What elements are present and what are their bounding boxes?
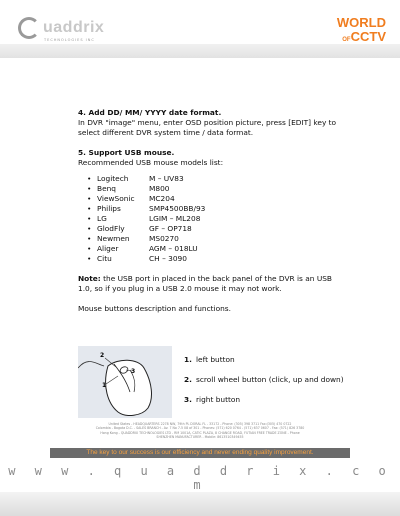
section4-body: In DVR "image" menu, enter OSD position picture, press [EDIT] key to select different DVR system time / data format. [78,118,337,137]
address-line: Colombia - Bogota D.C. - SALES BRANCH - Av. 7 No 7-5 08 of 301 - Phones: (571) 620 0764 - (571) 637 0607 - Fax: (571) 826 3780 [95,426,305,431]
address-line: Hong Kong - QUADDRIX TECHNOLOGIES LTD - RM 1001A, CATIC PLAZA, 8 CHANGE ROAD, FUTIAN FREE TRADE ZONE - Phone [100,430,300,435]
mouse-buttons-list [184,355,344,415]
woc-line2 [337,30,386,47]
world-of-cctv-logo [337,16,386,47]
mouse-label-2: 2 [100,352,105,359]
section5-title: 5. Support USB mouse. [78,148,175,157]
list-item: • Logitech M – UV83 [87,174,184,183]
usb-note [78,274,344,294]
slogan-bar: The key to our success is our efficiency and never ending quality improvement. [50,448,350,458]
website-link[interactable]: w w w . q u a d d r i x . c o m [8,464,392,492]
woc-line1: WORLD [336,15,386,30]
address-line: SHENZHEN MANUFACTURER - Mobile: 8613510349455 [156,435,244,440]
list-item: 1. left button [184,355,235,364]
logo-wordmark: uaddrix [43,19,105,36]
mouse-models-list [78,174,344,264]
list-item: • Aliger AGM – 018LU [87,244,198,253]
logo-subtitle: TECHNOLOGIES INC [44,38,95,42]
document-body [78,108,344,314]
quaddrix-logo [18,17,104,39]
section4-title: 4. Add DD/ MM/ YYYY date format. [78,108,222,117]
mouse-label-3: 3 [131,368,136,375]
mouse-illustration-icon [78,346,172,418]
mouse-figure [78,346,172,418]
page-header [0,0,400,62]
list-item: • Citu CH – 3090 [87,254,187,263]
list-item: • Newmen MS0270 [87,234,179,243]
footer-band [0,492,400,516]
list-item: • Philips SMP4500BB/93 [87,204,206,213]
woc-cctv: CCTV [350,29,386,44]
list-item: 2. scroll wheel button (click, up and down) [184,375,344,384]
list-item: • ViewSonic MC204 [87,194,175,203]
list-item: • GlodFly GF – OP718 [87,224,192,233]
section5-intro: Recommended USB mouse models list: [78,158,224,167]
logo-q-mark-icon [18,17,40,39]
list-item: • Benq M800 [87,184,170,193]
address-line: United States - HEADQUARTERS 2278 NW, 79th PL DORAL FL - 33172 - Phone: (305) 398 3711 Fax:(305) 470 0722 [108,422,292,426]
note-text: the USB port in placed in the back panel of the DVR is an USB 1.0, so if you plug in a USB 2.0 mouse it may not work. [78,274,332,293]
footer-addresses [60,422,340,440]
mouse-label-1: 1 [102,382,107,389]
woc-of: OF [342,37,351,43]
buttons-intro: Mouse buttons description and functions. [78,304,231,313]
footer-website [0,458,400,516]
list-item: 3. right button [184,395,241,404]
list-item: • LG LGIM – ML208 [87,214,201,223]
note-label: Note: [78,274,101,283]
